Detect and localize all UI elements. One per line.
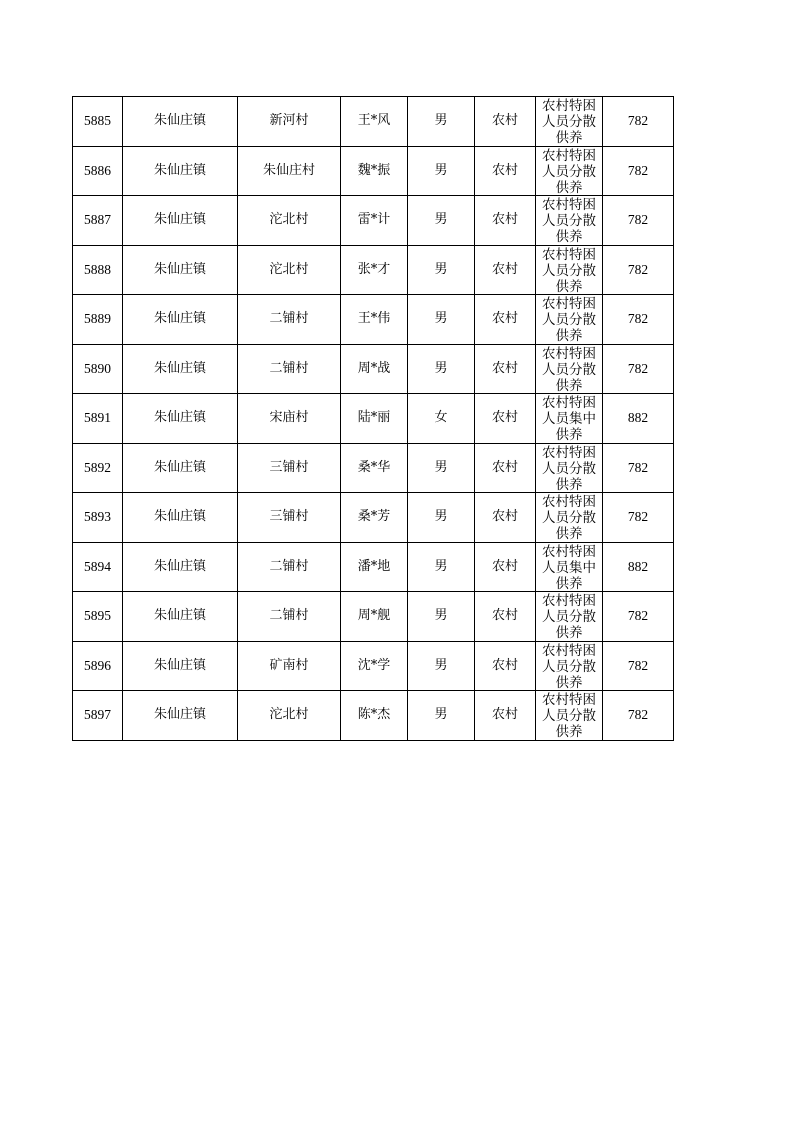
support-type-text: 农村特困人员分散供养 <box>542 147 596 194</box>
amount-cell: 782 <box>603 196 674 246</box>
gender-cell: 男 <box>408 691 475 741</box>
area-type-cell: 农村 <box>475 146 536 196</box>
area-type-cell: 农村 <box>475 295 536 345</box>
table-row <box>73 344 674 394</box>
area-type-cell: 农村 <box>475 196 536 246</box>
gender-cell: 男 <box>408 97 475 147</box>
person-name-cell: 周*舰 <box>341 592 408 642</box>
support-type-text: 农村特困人员分散供养 <box>542 345 596 392</box>
record-number-cell: 5893 <box>73 493 123 543</box>
amount-cell: 782 <box>603 493 674 543</box>
gender-cell: 男 <box>408 443 475 493</box>
gender-cell: 女 <box>408 394 475 444</box>
record-number-cell: 5895 <box>73 592 123 642</box>
gender-cell: 男 <box>408 344 475 394</box>
person-name-cell: 陆*丽 <box>341 394 408 444</box>
gender-cell: 男 <box>408 542 475 592</box>
table-row <box>73 542 674 592</box>
support-type-text: 农村特困人员分散供养 <box>542 494 596 540</box>
village-cell: 新河村 <box>238 97 341 147</box>
amount-cell: 882 <box>603 394 674 444</box>
table-row <box>73 245 674 295</box>
record-number-cell: 5897 <box>73 691 123 741</box>
village-cell: 二铺村 <box>238 344 341 394</box>
table-row <box>73 691 674 741</box>
area-type-cell: 农村 <box>475 493 536 543</box>
area-type-cell: 农村 <box>475 691 536 741</box>
amount-cell: 782 <box>603 344 674 394</box>
village-cell: 二铺村 <box>238 542 341 592</box>
gender-cell: 男 <box>408 493 475 543</box>
amount-cell: 782 <box>603 641 674 691</box>
town-cell: 朱仙庄镇 <box>123 542 238 592</box>
town-cell: 朱仙庄镇 <box>123 592 238 642</box>
town-cell: 朱仙庄镇 <box>123 641 238 691</box>
village-cell: 二铺村 <box>238 295 341 345</box>
table-row <box>73 443 674 493</box>
person-name-cell: 沈*学 <box>341 641 408 691</box>
area-type-cell: 农村 <box>475 394 536 444</box>
record-number-cell: 5889 <box>73 295 123 345</box>
record-number-cell: 5887 <box>73 196 123 246</box>
support-type-cell <box>536 641 603 691</box>
person-name-cell: 张*才 <box>341 245 408 295</box>
village-cell: 宋庙村 <box>238 394 341 444</box>
support-type-cell <box>536 542 603 592</box>
gender-cell: 男 <box>408 641 475 691</box>
town-cell: 朱仙庄镇 <box>123 443 238 493</box>
area-type-cell: 农村 <box>475 641 536 691</box>
beneficiary-table <box>72 96 674 741</box>
amount-cell: 782 <box>603 592 674 642</box>
support-type-text: 农村特困人员分散供养 <box>542 692 596 738</box>
person-name-cell: 陈*杰 <box>341 691 408 741</box>
town-cell: 朱仙庄镇 <box>123 344 238 394</box>
town-cell: 朱仙庄镇 <box>123 245 238 295</box>
gender-cell: 男 <box>408 146 475 196</box>
support-type-cell <box>536 295 603 345</box>
village-cell: 沱北村 <box>238 691 341 741</box>
person-name-cell: 王*风 <box>341 97 408 147</box>
amount-cell: 782 <box>603 691 674 741</box>
area-type-cell: 农村 <box>475 592 536 642</box>
person-name-cell: 周*战 <box>341 344 408 394</box>
town-cell: 朱仙庄镇 <box>123 493 238 543</box>
support-type-text: 农村特困人员集中供养 <box>542 395 596 441</box>
area-type-cell: 农村 <box>475 443 536 493</box>
village-cell: 矿南村 <box>238 641 341 691</box>
record-number-cell: 5891 <box>73 394 123 444</box>
person-name-cell: 雷*计 <box>341 196 408 246</box>
support-type-cell <box>536 443 603 493</box>
table-row <box>73 146 674 196</box>
town-cell: 朱仙庄镇 <box>123 97 238 147</box>
support-type-text: 农村特困人员集中供养 <box>542 543 596 590</box>
village-cell: 沱北村 <box>238 196 341 246</box>
village-cell: 沱北村 <box>238 245 341 295</box>
record-number-cell: 5888 <box>73 245 123 295</box>
area-type-cell: 农村 <box>475 542 536 592</box>
table-row <box>73 196 674 246</box>
table-row <box>73 641 674 691</box>
person-name-cell: 潘*地 <box>341 542 408 592</box>
village-cell: 三铺村 <box>238 443 341 493</box>
record-number-cell: 5892 <box>73 443 123 493</box>
support-type-text: 农村特困人员分散供养 <box>542 197 596 243</box>
record-number-cell: 5886 <box>73 146 123 196</box>
record-number-cell: 5890 <box>73 344 123 394</box>
table-body <box>73 97 674 741</box>
town-cell: 朱仙庄镇 <box>123 691 238 741</box>
amount-cell: 782 <box>603 295 674 345</box>
gender-cell: 男 <box>408 295 475 345</box>
village-cell: 三铺村 <box>238 493 341 543</box>
support-type-cell <box>536 493 603 543</box>
person-name-cell: 桑*芳 <box>341 493 408 543</box>
support-type-text: 农村特困人员分散供养 <box>542 444 596 491</box>
amount-cell: 782 <box>603 245 674 295</box>
record-number-cell: 5885 <box>73 97 123 147</box>
amount-cell: 782 <box>603 97 674 147</box>
gender-cell: 男 <box>408 592 475 642</box>
record-number-cell: 5894 <box>73 542 123 592</box>
amount-cell: 882 <box>603 542 674 592</box>
village-cell: 朱仙庄村 <box>238 146 341 196</box>
town-cell: 朱仙庄镇 <box>123 295 238 345</box>
support-type-text: 农村特困人员分散供养 <box>542 296 596 342</box>
person-name-cell: 魏*振 <box>341 146 408 196</box>
support-type-text: 农村特困人员分散供养 <box>542 642 596 689</box>
support-type-cell <box>536 245 603 295</box>
town-cell: 朱仙庄镇 <box>123 196 238 246</box>
person-name-cell: 王*伟 <box>341 295 408 345</box>
gender-cell: 男 <box>408 245 475 295</box>
support-type-text: 农村特困人员分散供养 <box>542 98 596 144</box>
support-type-cell <box>536 691 603 741</box>
support-type-text: 农村特困人员分散供养 <box>542 593 596 639</box>
support-type-cell <box>536 196 603 246</box>
amount-cell: 782 <box>603 146 674 196</box>
table-row <box>73 592 674 642</box>
area-type-cell: 农村 <box>475 97 536 147</box>
support-type-text: 农村特困人员分散供养 <box>542 246 596 293</box>
area-type-cell: 农村 <box>475 245 536 295</box>
table-row <box>73 394 674 444</box>
village-cell: 二铺村 <box>238 592 341 642</box>
table-row <box>73 97 674 147</box>
town-cell: 朱仙庄镇 <box>123 394 238 444</box>
table-row <box>73 493 674 543</box>
town-cell: 朱仙庄镇 <box>123 146 238 196</box>
support-type-cell <box>536 146 603 196</box>
support-type-cell <box>536 97 603 147</box>
amount-cell: 782 <box>603 443 674 493</box>
table-row <box>73 295 674 345</box>
gender-cell: 男 <box>408 196 475 246</box>
support-type-cell <box>536 344 603 394</box>
area-type-cell: 农村 <box>475 344 536 394</box>
support-type-cell <box>536 394 603 444</box>
record-number-cell: 5896 <box>73 641 123 691</box>
support-type-cell <box>536 592 603 642</box>
person-name-cell: 桑*华 <box>341 443 408 493</box>
